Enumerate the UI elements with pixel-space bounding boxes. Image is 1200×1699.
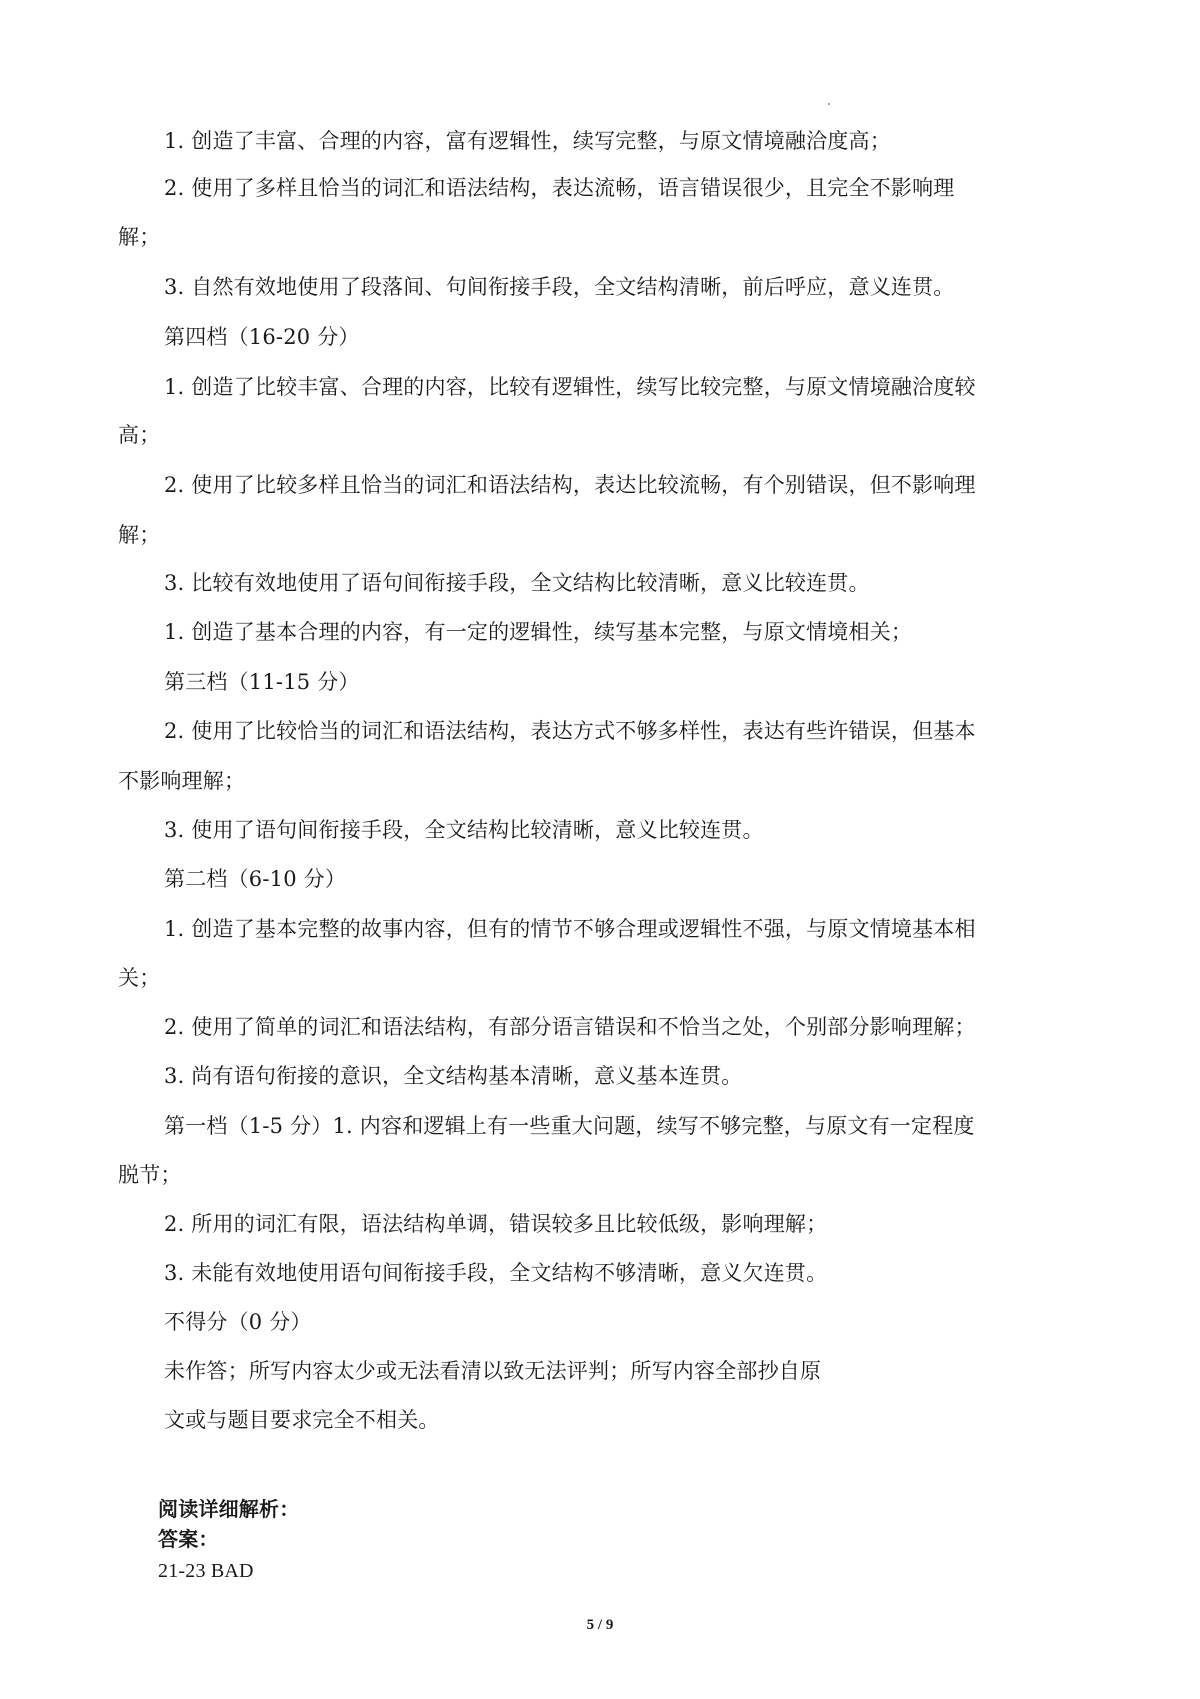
- text-line: 3. 尚有语句衔接的意识，全文结构基本清晰，意义基本连贯。: [164, 1064, 743, 1088]
- text-line: 解；: [118, 523, 161, 547]
- text-line: 3. 使用了语句间衔接手段，全文结构比较清晰，意义比较连贯。: [164, 818, 764, 842]
- text-line: 解；: [118, 225, 161, 249]
- section-heading: 第一档（1-5 分）1. 内容和逻辑上有一些重大问题，续写不够完整，与原文有一定程度: [164, 1114, 975, 1138]
- text-line: 文或与题目要求完全不相关。: [164, 1408, 440, 1432]
- text-line: 1. 创造了基本合理的内容，有一定的逻辑性，续写基本完整，与原文情境相关；: [164, 620, 913, 644]
- text-line: 3. 比较有效地使用了语句间衔接手段，全文结构比较清晰，意义比较连贯。: [164, 571, 870, 595]
- text-line: 高；: [118, 423, 161, 447]
- text-line: 2. 使用了比较恰当的词汇和语法结构，表达方式不够多样性，表达有些许错误，但基本: [164, 719, 976, 743]
- section-heading: 不得分（0 分）: [164, 1310, 312, 1334]
- text-line: 2. 使用了简单的词汇和语法结构，有部分语言错误和不恰当之处，个别部分影响理解；: [164, 1015, 976, 1039]
- section-heading: 第二档（6-10 分）: [164, 867, 347, 891]
- text-line: 不影响理解；: [118, 769, 246, 793]
- answer-label: 答案：: [158, 1527, 219, 1551]
- answer-value: 21-23 BAD: [158, 1560, 254, 1582]
- scan-speck: [828, 103, 830, 105]
- text-line: 3. 未能有效地使用语句间衔接手段，全文结构不够清晰，意义欠连贯。: [164, 1261, 828, 1285]
- text-line: 1. 创造了比较丰富、合理的内容，比较有逻辑性，续写比较完整，与原文情境融洽度较: [164, 375, 976, 399]
- text-line: 1. 创造了基本完整的故事内容，但有的情节不够合理或逻辑性不强，与原文情境基本相: [164, 917, 976, 941]
- text-line: 关；: [118, 966, 161, 990]
- analysis-heading: 阅读详细解析：: [158, 1497, 300, 1521]
- text-line: 1. 创造了丰富、合理的内容，富有逻辑性，续写完整，与原文情境融洽度高；: [164, 129, 891, 153]
- text-line: 未作答；所写内容太少或无法看清以致无法评判；所写内容全部抄自原: [164, 1359, 822, 1383]
- text-line: 3. 自然有效地使用了段落间、句间衔接手段，全文结构清晰，前后呼应，意义连贯。: [164, 275, 955, 299]
- section-heading: 第四档（16-20 分）: [164, 325, 360, 349]
- text-line: 2. 使用了多样且恰当的词汇和语法结构，表达流畅，语言错误很少，且完全不影响理: [164, 176, 955, 200]
- text-line: 脱节；: [118, 1163, 182, 1187]
- section-heading: 第三档（11-15 分）: [164, 670, 360, 694]
- page-number: 5 / 9: [586, 1617, 614, 1633]
- text-line: 2. 所用的词汇有限，语法结构单调，错误较多且比较低级，影响理解；: [164, 1212, 828, 1236]
- text-line: 2. 使用了比较多样且恰当的词汇和语法结构，表达比较流畅，有个别错误，但不影响理: [164, 473, 976, 497]
